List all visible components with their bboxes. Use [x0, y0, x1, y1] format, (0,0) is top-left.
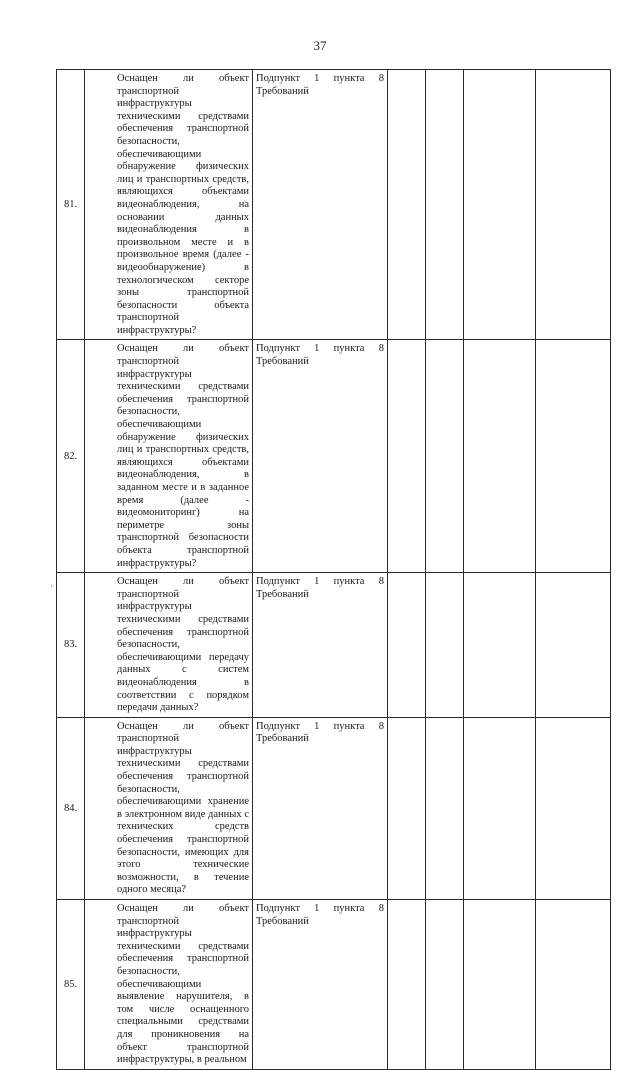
requirement-cell — [253, 900, 388, 1070]
requirement-subpoint-number: 1 — [314, 903, 320, 914]
table-row — [57, 70, 611, 340]
page-number: 37 — [313, 38, 327, 53]
answer-yes-cell — [388, 70, 426, 340]
answer-no-cell — [426, 900, 464, 1070]
row-number: 84. — [57, 717, 85, 899]
note-cell — [536, 70, 611, 340]
checklist-table — [56, 69, 611, 1070]
requirement-cell — [253, 573, 388, 718]
requirement-subpoint: Подпункт — [256, 73, 300, 84]
requirement-subpoint-number: 1 — [314, 576, 320, 588]
question-cell: Оснащен ли объект транспортной инфраструктуры техническими средствами обеспечения транспортной безопасности, обеспечивающими передачу данных с систем видеонаблюдения в соответствии с порядком передачи данных? — [85, 573, 253, 718]
answer-no-cell — [426, 717, 464, 899]
requirement-point-number: 8 — [378, 73, 384, 84]
question-cell: Оснащен ли объект транспортной инфраструктуры техническими средствами обеспечения транспортной безопасности, обеспечивающими обнаружение физических лиц и транспортных средств, являющихся объектами видеонаблюдения, в заданном месте и в заданное время (далее - видеомониторинг) на периметре зоны транспортной безопасности объекта транспортной инфраструктуры? — [85, 340, 253, 573]
note-cell — [536, 340, 611, 573]
answer-no-cell — [426, 70, 464, 340]
answer-no-cell — [426, 573, 464, 718]
requirement-point: пункта — [333, 576, 365, 588]
requirement-point: пункта — [333, 903, 365, 914]
table-row — [57, 340, 611, 573]
requirement-cell — [253, 70, 388, 340]
answer-yes-cell — [388, 900, 426, 1070]
requirement-point-number: 8 — [378, 343, 384, 355]
note-cell — [536, 900, 611, 1070]
row-number: 83. — [57, 573, 85, 718]
requirement-document: Требований — [256, 85, 309, 97]
row-number: 81. — [57, 70, 85, 340]
table-row — [57, 717, 611, 899]
answer-na-cell — [464, 900, 536, 1070]
requirement-subpoint: Подпункт — [256, 576, 300, 588]
requirement-cell — [253, 717, 388, 899]
requirement-document: Требований — [256, 915, 309, 927]
requirement-point-number: 8 — [378, 576, 384, 588]
requirement-point: пункта — [333, 73, 365, 84]
question-cell: Оснащен ли объект транспортной инфраструктуры техническими средствами обеспечения транспортной безопасности, обеспечивающими обнаружение физических лиц и транспортных средств, являющихся объектами видеонаблюдения, на основании данных видеонаблюдения в произвольном месте и в произвольное время (далее - видеообнаружение) в технологическом секторе зоны транспортной безопасности объекта транспортной инфраструктуры? — [85, 70, 253, 340]
note-cell — [536, 717, 611, 899]
row-number: 85. — [57, 900, 85, 1070]
requirement-point-number: 8 — [378, 720, 384, 732]
answer-yes-cell — [388, 573, 426, 718]
answer-no-cell — [426, 340, 464, 573]
answer-na-cell — [464, 70, 536, 340]
requirement-subpoint-number: 1 — [314, 343, 320, 355]
requirement-document: Требований — [256, 588, 309, 600]
question-cell: Оснащен ли объект транспортной инфраструктуры техническими средствами обеспечения транспортной безопасности, обеспечивающими хранение в электронном виде данных с технических средств обеспечения транспортной безопасности, имеющих для этого технические возможности, в течение одного месяца? — [85, 717, 253, 899]
answer-na-cell — [464, 717, 536, 899]
requirement-point-number: 8 — [378, 903, 384, 914]
requirement-subpoint-number: 1 — [314, 73, 320, 84]
table-row — [57, 573, 611, 718]
question-cell: Оснащен ли объект транспортной инфраструктуры техническими средствами обеспечения транспортной безопасности, обеспечивающими выявление нарушителя, в том числе оснащенного специальными средствами для проникновения на объект транспортной инфраструктуры, в реальном — [85, 900, 253, 1070]
requirement-subpoint-number: 1 — [314, 720, 320, 732]
answer-yes-cell — [388, 717, 426, 899]
scan-speck: · — [50, 581, 53, 591]
requirement-subpoint: Подпункт — [256, 903, 300, 914]
table-row — [57, 900, 611, 1070]
requirement-subpoint: Подпункт — [256, 720, 300, 732]
answer-na-cell — [464, 340, 536, 573]
row-number: 82. — [57, 340, 85, 573]
requirement-cell — [253, 340, 388, 573]
answer-na-cell — [464, 573, 536, 718]
requirement-document: Требований — [256, 356, 309, 368]
requirement-subpoint: Подпункт — [256, 343, 300, 355]
note-cell — [536, 573, 611, 718]
requirement-point: пункта — [333, 720, 365, 732]
requirement-document: Требований — [256, 733, 309, 745]
answer-yes-cell — [388, 340, 426, 573]
requirement-point: пункта — [333, 343, 365, 355]
